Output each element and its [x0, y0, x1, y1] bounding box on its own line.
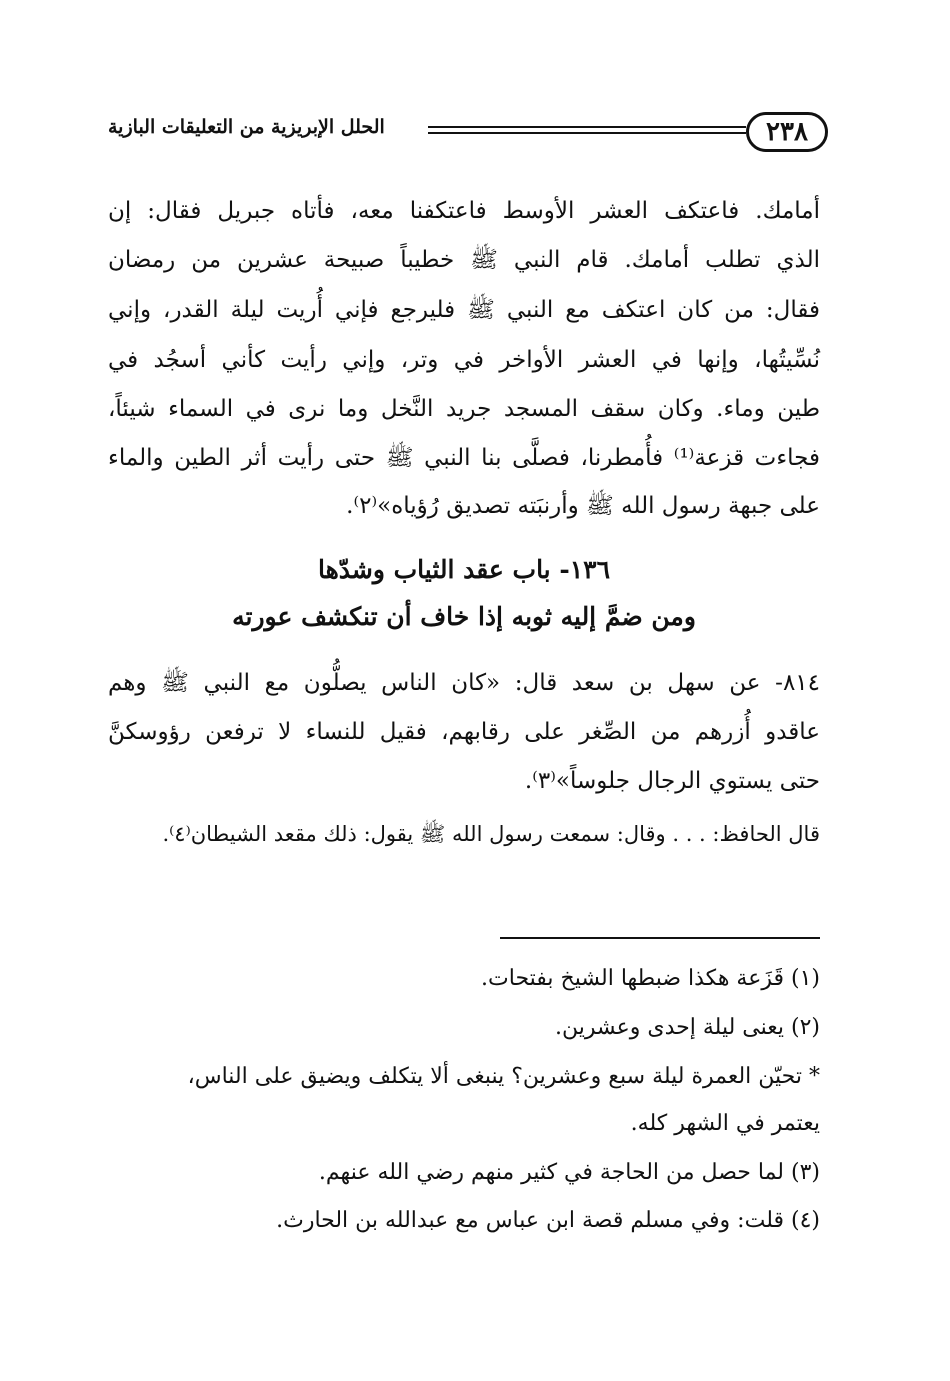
- body-line: أمامك. فاعتكف العشر الأوسط فاعتكفنا معه، فأتاه جبريل فقال: إن: [108, 198, 820, 224]
- hadith-line: ٨١٤- عن سهل بن سعد قال: «كان الناس يصلُّون مع النبي ﷺ وهم: [108, 670, 820, 696]
- header-rule-top: [428, 126, 746, 128]
- body-line: الذي تطلب أمامك. قام النبي ﷺ خطيباً صبيحة عشرين من رمضان: [108, 247, 820, 273]
- footnote: (٣) لما حصل من الحاجة في كثير منهم رضي الله عنهم.: [318, 1160, 820, 1185]
- chapter-title: ١٣٦- باب عقد الثياب وشدّها: [317, 555, 611, 584]
- footnote: (٢) يعنى ليلة إحدى وعشرين.: [555, 1015, 820, 1040]
- header-rule-bottom: [428, 132, 746, 134]
- body-line: على جبهة رسول الله ﷺ وأرنبَته تصديق رُؤياه»⁽٢⁾.: [346, 493, 820, 519]
- running-title: الحلل الإبريزية من التعليقات البازية: [108, 116, 385, 138]
- footnote: * تحيّن العمرة ليلة سبع وعشرين؟ ينبغى ألا يتكلف ويضيق على الناس،: [187, 1064, 820, 1089]
- body-line: طين وماء. وكان سقف المسجد جريد النَّخل وما نرى في السماء شيئاً،: [108, 396, 820, 422]
- hadith-line: عاقدو أُزرهم من الصِّغر على رقابهم، فقيل للنساء لا ترفعن رؤوسكنَّ: [108, 719, 820, 745]
- page-number: ٢٣٨: [746, 112, 828, 152]
- footnote: (٤) قلت: وفي مسلم قصة ابن عباس مع عبدالله بن الحارث.: [276, 1208, 820, 1233]
- body-line: فقال: من كان اعتكف مع النبي ﷺ فليرجع فإني أُريت ليلة القدر، وإني: [108, 297, 820, 323]
- footnote: (١) قَزَعة هكذا ضبطها الشيخ بفتحات.: [481, 966, 820, 991]
- hafiz-line: قال الحافظ: . . . وقال: سمعت رسول الله ﷺ يقول: ذلك مقعد الشيطان⁽٤⁾.: [162, 822, 820, 846]
- page-header: [108, 112, 828, 156]
- footnote-separator: [500, 937, 820, 939]
- body-line: فجاءت قزعة⁽¹⁾ فأُمطرنا، فصلَّى بنا النبي ﷺ حتى رأيت أثر الطين والماء: [108, 445, 820, 471]
- chapter-subtitle: ومن ضمَّ إليه ثوبه إذا خاف أن تنكشف عورته: [232, 602, 696, 631]
- hadith-line: حتى يستوي الرجال جلوساً»⁽٣⁾.: [524, 768, 820, 794]
- footnote-continuation: يعتمر في الشهر كله.: [630, 1111, 820, 1136]
- body-line: نُسِّيتُها، وإنها في العشر الأواخر في وتر، وإني رأيت كأني أسجُد في: [108, 347, 820, 373]
